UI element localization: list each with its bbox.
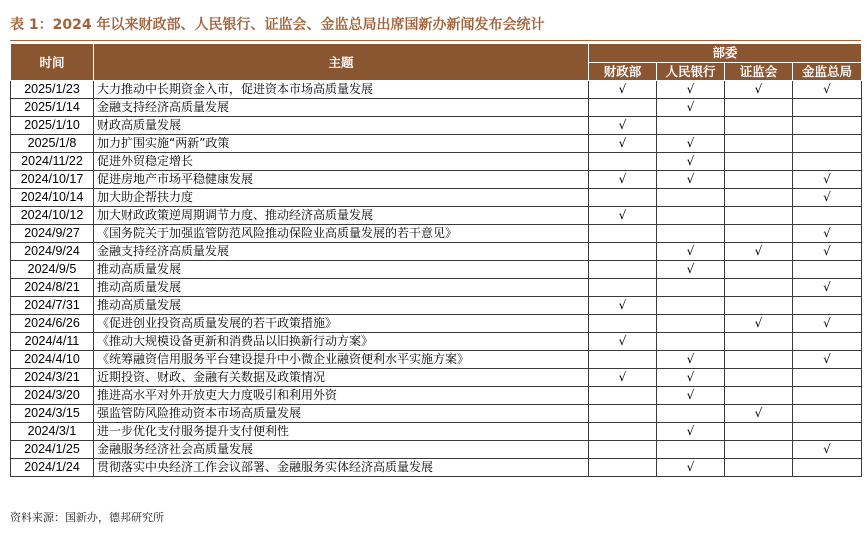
press-conference-table [10, 43, 862, 477]
row-mark-mof: √ [589, 333, 657, 351]
row-mark-csrc [725, 279, 793, 297]
row-mark-pboc: √ [657, 423, 725, 441]
row-mark-pboc: √ [657, 369, 725, 387]
row-mark-mof: √ [589, 81, 657, 99]
table-row [11, 171, 862, 189]
row-mark-pboc [657, 225, 725, 243]
table-row [11, 423, 862, 441]
table-row [11, 459, 862, 477]
row-date: 2024/10/17 [11, 171, 94, 189]
row-topic: 加大助企帮扶力度 [94, 189, 589, 207]
row-mark-csrc [725, 189, 793, 207]
row-mark-csrc [725, 261, 793, 279]
row-mark-pboc [657, 405, 725, 423]
table-row [11, 369, 862, 387]
table-row [11, 81, 862, 99]
row-mark-nfra: √ [793, 315, 862, 333]
row-mark-pboc [657, 189, 725, 207]
row-date: 2024/4/11 [11, 333, 94, 351]
row-mark-csrc [725, 207, 793, 225]
table-row [11, 225, 862, 243]
header-topic: 主题 [94, 44, 589, 81]
table-row [11, 315, 862, 333]
row-mark-mof [589, 243, 657, 261]
row-mark-pboc: √ [657, 153, 725, 171]
row-topic: 金融服务经济社会高质量发展 [94, 441, 589, 459]
row-date: 2025/1/23 [11, 81, 94, 99]
row-mark-mof: √ [589, 369, 657, 387]
row-mark-mof [589, 405, 657, 423]
row-mark-mof: √ [589, 117, 657, 135]
row-mark-nfra [793, 387, 862, 405]
row-mark-pboc [657, 441, 725, 459]
row-mark-pboc: √ [657, 459, 725, 477]
row-topic: 强监管防风险推动资本市场高质量发展 [94, 405, 589, 423]
row-mark-nfra: √ [793, 189, 862, 207]
row-mark-pboc: √ [657, 351, 725, 369]
row-topic: 《国务院关于加强监管防范风险推动保险业高质量发展的若干意见》 [94, 225, 589, 243]
row-mark-nfra [793, 369, 862, 387]
row-mark-csrc [725, 459, 793, 477]
row-topic: 《统筹融资信用服务平台建设提升中小微企业融资便利水平实施方案》 [94, 351, 589, 369]
row-mark-nfra [793, 459, 862, 477]
row-mark-csrc [725, 333, 793, 351]
row-topic: 金融支持经济高质量发展 [94, 243, 589, 261]
row-mark-pboc: √ [657, 135, 725, 153]
row-mark-nfra [793, 117, 862, 135]
row-mark-nfra [793, 297, 862, 315]
row-date: 2025/1/8 [11, 135, 94, 153]
table-title: 表 1：2024 年以来财政部、人民银行、证监会、金监总局出席国新办新闻发布会统计 [10, 17, 545, 33]
header-departments-group: 部委 [589, 44, 862, 63]
row-topic: 推进高水平对外开放吏大力度吸引和利用外资 [94, 387, 589, 405]
header-dept-csrc: 证监会 [725, 62, 793, 81]
row-topic: 金融支持经济高质量发展 [94, 99, 589, 117]
table-row [11, 441, 862, 459]
table-row [11, 261, 862, 279]
row-mark-nfra [793, 423, 862, 441]
row-mark-nfra: √ [793, 351, 862, 369]
table-row [11, 351, 862, 369]
row-topic: 大力推动中长期资金入市，促进资本市场高质量发展 [94, 81, 589, 99]
row-topic: 推动高质量发展 [94, 261, 589, 279]
table-row [11, 279, 862, 297]
table-row [11, 387, 862, 405]
row-mark-nfra: √ [793, 279, 862, 297]
row-date: 2024/3/21 [11, 369, 94, 387]
row-date: 2024/9/5 [11, 261, 94, 279]
row-topic: 《推动大规模设备更新和消费品以旧换新行动方案》 [94, 333, 589, 351]
row-mark-nfra [793, 405, 862, 423]
row-mark-csrc [725, 99, 793, 117]
row-date: 2025/1/14 [11, 99, 94, 117]
row-mark-nfra [793, 135, 862, 153]
row-mark-nfra [793, 153, 862, 171]
row-date: 2024/3/15 [11, 405, 94, 423]
row-topic: 财政高质量发展 [94, 117, 589, 135]
row-topic: 推动高质量发展 [94, 279, 589, 297]
row-date: 2024/1/24 [11, 459, 94, 477]
row-mark-pboc [657, 207, 725, 225]
row-topic: 进一步优化支付服务提升支付便利性 [94, 423, 589, 441]
table-row [11, 189, 862, 207]
row-mark-csrc: √ [725, 243, 793, 261]
row-mark-mof [589, 315, 657, 333]
table-row [11, 117, 862, 135]
row-mark-mof [589, 189, 657, 207]
table-row [11, 99, 862, 117]
row-mark-nfra: √ [793, 81, 862, 99]
row-mark-csrc [725, 153, 793, 171]
row-mark-mof: √ [589, 171, 657, 189]
row-date: 2024/10/14 [11, 189, 94, 207]
header-date: 时间 [11, 44, 94, 81]
row-mark-mof [589, 153, 657, 171]
row-date: 2024/6/26 [11, 315, 94, 333]
row-mark-csrc [725, 441, 793, 459]
row-mark-pboc [657, 297, 725, 315]
row-mark-csrc [725, 369, 793, 387]
row-date: 2025/1/10 [11, 117, 94, 135]
row-date: 2024/8/21 [11, 279, 94, 297]
row-mark-mof [589, 279, 657, 297]
row-mark-mof [589, 387, 657, 405]
row-mark-nfra: √ [793, 441, 862, 459]
row-topic: 推动高质量发展 [94, 297, 589, 315]
table-row [11, 243, 862, 261]
row-mark-mof [589, 261, 657, 279]
row-mark-csrc [725, 225, 793, 243]
row-mark-pboc: √ [657, 261, 725, 279]
row-date: 2024/11/22 [11, 153, 94, 171]
row-mark-mof [589, 441, 657, 459]
row-date: 2024/9/27 [11, 225, 94, 243]
row-mark-mof [589, 351, 657, 369]
row-mark-mof [589, 225, 657, 243]
row-mark-nfra [793, 333, 862, 351]
row-mark-csrc [725, 351, 793, 369]
row-mark-csrc [725, 297, 793, 315]
row-mark-pboc: √ [657, 171, 725, 189]
row-mark-nfra [793, 99, 862, 117]
row-topic: 促进外贸稳定增长 [94, 153, 589, 171]
row-date: 2024/9/24 [11, 243, 94, 261]
row-mark-csrc [725, 135, 793, 153]
row-mark-pboc: √ [657, 243, 725, 261]
row-topic: 近期投资、财政、金融有关数据及政策情况 [94, 369, 589, 387]
row-mark-csrc: √ [725, 405, 793, 423]
row-mark-pboc: √ [657, 99, 725, 117]
row-mark-nfra [793, 261, 862, 279]
row-date: 2024/1/25 [11, 441, 94, 459]
row-mark-nfra: √ [793, 243, 862, 261]
row-mark-pboc [657, 279, 725, 297]
title-divider [10, 40, 861, 41]
row-mark-pboc: √ [657, 387, 725, 405]
row-mark-mof [589, 423, 657, 441]
header-dept-pboc: 人民银行 [657, 62, 725, 81]
row-date: 2024/3/20 [11, 387, 94, 405]
table-row [11, 297, 862, 315]
row-mark-csrc [725, 171, 793, 189]
row-mark-csrc [725, 117, 793, 135]
row-mark-nfra [793, 207, 862, 225]
table-row [11, 405, 862, 423]
row-date: 2024/4/10 [11, 351, 94, 369]
row-date: 2024/7/31 [11, 297, 94, 315]
row-mark-pboc: √ [657, 81, 725, 99]
table-row [11, 207, 862, 225]
row-mark-csrc: √ [725, 81, 793, 99]
row-mark-nfra: √ [793, 171, 862, 189]
row-mark-pboc [657, 333, 725, 351]
table-body [11, 81, 862, 477]
row-topic: 加大财政政策逆周期调节力度、推动经济高质量发展 [94, 207, 589, 225]
row-mark-mof: √ [589, 297, 657, 315]
row-mark-nfra: √ [793, 225, 862, 243]
row-mark-csrc: √ [725, 315, 793, 333]
row-mark-csrc [725, 387, 793, 405]
row-mark-mof: √ [589, 135, 657, 153]
row-topic: 《促进创业投资高质量发展的若干政策措施》 [94, 315, 589, 333]
row-mark-csrc [725, 423, 793, 441]
row-topic: 加力扩围实施“两新”政策 [94, 135, 589, 153]
table-row [11, 333, 862, 351]
table-row [11, 153, 862, 171]
row-date: 2024/3/1 [11, 423, 94, 441]
row-date: 2024/10/12 [11, 207, 94, 225]
row-topic: 贯彻落实中央经济工作会议部署、金融服务实体经济高质量发展 [94, 459, 589, 477]
table-row [11, 135, 862, 153]
row-mark-mof [589, 99, 657, 117]
row-mark-mof [589, 459, 657, 477]
table-header [11, 44, 862, 81]
row-mark-pboc [657, 315, 725, 333]
header-dept-nfra: 金监总局 [793, 62, 862, 81]
row-mark-mof: √ [589, 207, 657, 225]
row-mark-pboc [657, 117, 725, 135]
source-note: 资料来源：国新办，德邦研究所 [10, 511, 164, 524]
header-dept-mof: 财政部 [589, 62, 657, 81]
row-topic: 促进房地产市场平稳健康发展 [94, 171, 589, 189]
